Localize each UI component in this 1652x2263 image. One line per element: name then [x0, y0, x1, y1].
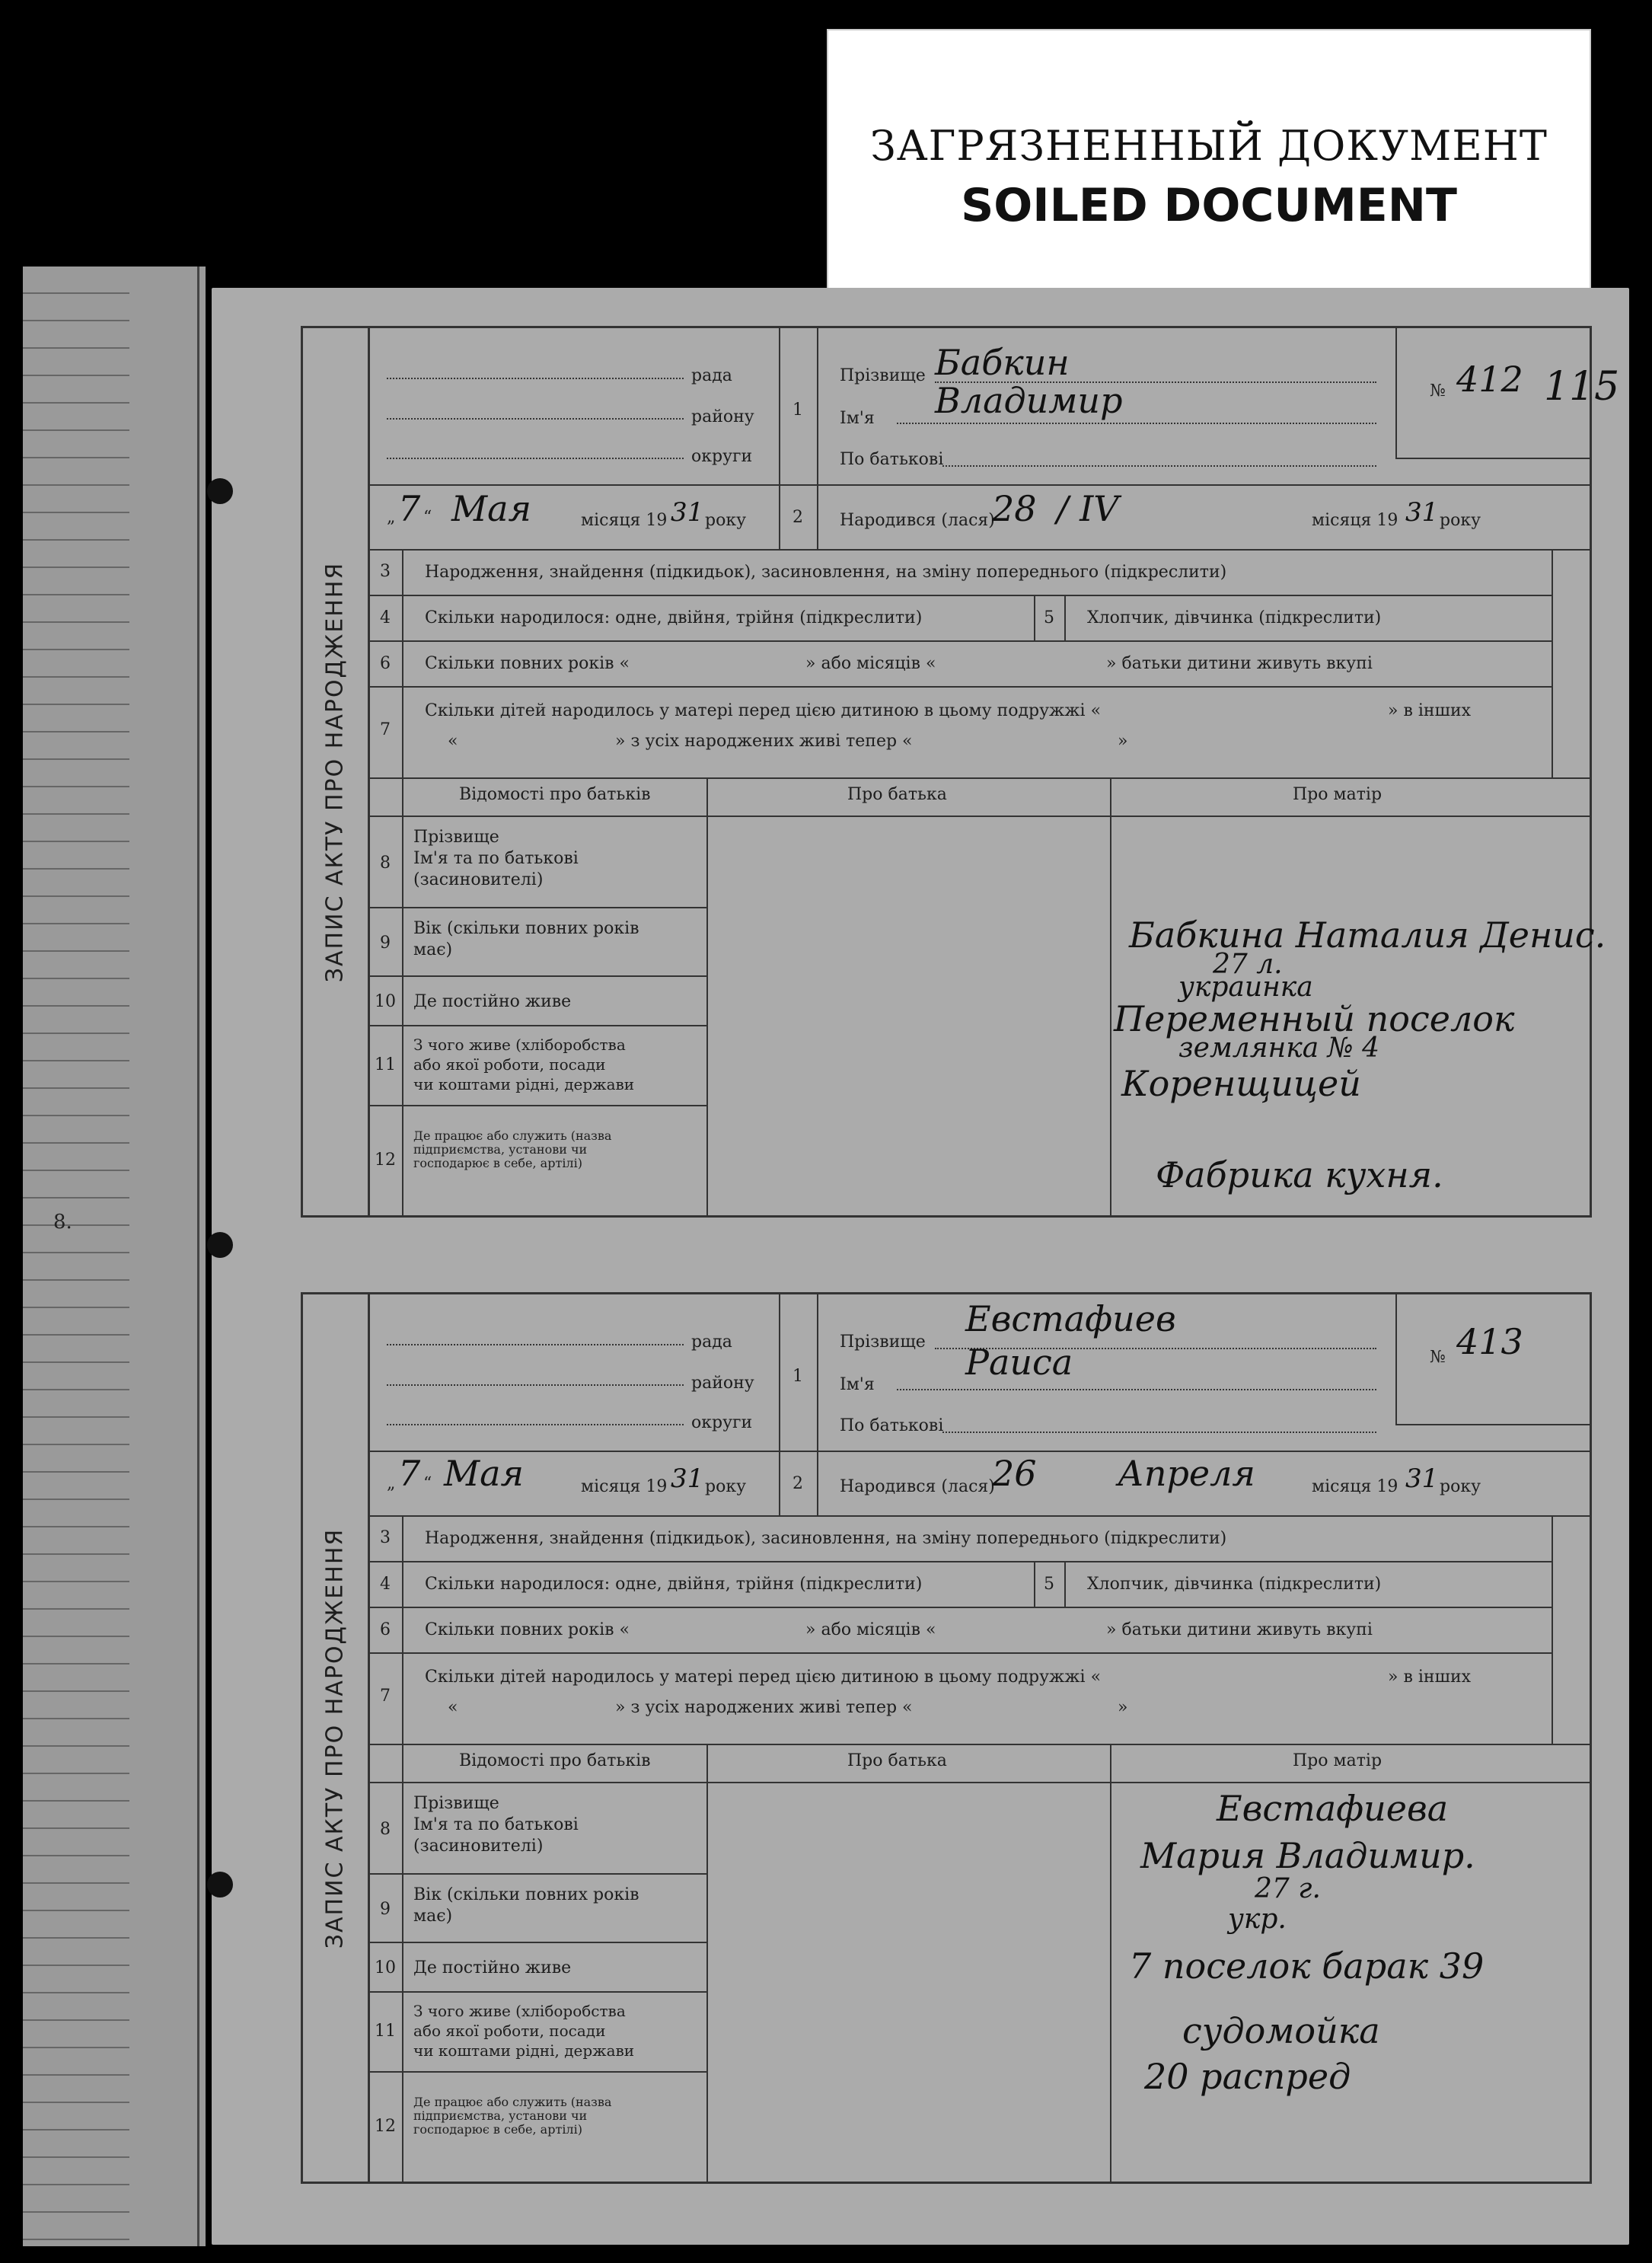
- mother-address: 7 поселок барак 39: [1129, 1945, 1485, 1987]
- child-name: Владимир: [935, 380, 1123, 421]
- mother-livelihood: Коренщицей: [1121, 1063, 1361, 1104]
- left-page-border: [197, 267, 199, 2246]
- left-page-mark: 8.: [53, 1211, 72, 1234]
- birth-record-1: ЗАПИС АКТУ ПРО НАРОДЖЕННЯ рада району округи 1 Прізвище Бабкин Ім'я Владимир По батькові № 412 „ 7 “ Мая місяця 19 31 року 2 Народився (лася) 28 / IV місяця 19 31 року 3 Народження, знайдення (підкидьок), засиновлення, на зміну попереднього (підкреслити) 4 Скільки народилося: одне, двійня, трійня (підкреслити) 5 Хлопчик, дівчинка (підкреслити) 6 Скільки повних років « » або місяців « » батьки дитини живуть вкупі 7 Скільки дітей народилось у матері перед цією дитиною в цьому подружжі « » в інших « » з усіх народжених живі тепер « » Відомості про батьків Про батька Про матір 8 Прізвище Ім'я та по батькові (засиновителі) 9 Вік (скільки повних років має) 10 Де постійно живе 11 З чого живе (хліборобства або якої роботи, посади чи коштами рідні, держави 12 Де працює або служить (назва підприємства, установи чи господарює в себе, артілі) Бабкина Наталия Денис. 27 л. украинка Переменный поселок землянка № 4 Коренщицей Фабрика кухня.: [301, 326, 1592, 1218]
- born-day: 28: [992, 488, 1037, 529]
- header-info: Відомості про батьків: [459, 785, 651, 804]
- number-label: №: [1430, 381, 1446, 401]
- record-day: 7: [398, 488, 421, 529]
- header-father: Про батька: [847, 785, 947, 804]
- born-label: Народився (лася): [840, 511, 995, 530]
- surname-label: Прізвище: [840, 366, 926, 385]
- row-9-label: Вік (скільки повних років має): [413, 919, 639, 959]
- mother-age: 27 л.: [1213, 949, 1283, 980]
- mother-nationality: укр.: [1228, 1904, 1287, 1935]
- rada-label: рада: [691, 366, 732, 385]
- question-4: Скільки народилося: одне, двійня, трійня (підкреслити): [425, 608, 923, 627]
- record-side-title: ЗАПИС АКТУ ПРО НАРОДЖЕННЯ: [303, 328, 370, 1215]
- stamp-en: SOILED DOCUMENT: [961, 179, 1457, 232]
- raion-label: району: [691, 407, 754, 426]
- birth-record-2: ЗАПИС АКТУ ПРО НАРОДЖЕННЯ рада району округи 1 Прізвище Евстафиев Ім'я Раиса По батькові № 413 „ 7 “ Мая місяця 19 31 року 2 Народився (лася) 26 Апреля місяця 19 31 року 3 Народження, знайдення (підкидьок), засиновлення, на зміну попереднього (підкреслити) 4 Скільки народилося: одне, двійня, трійня (підкреслити) 5 Хлопчик, дівчинка (підкреслити) 6 Скільки повних років « » або місяців « » батьки дитини живуть вкупі 7 Скільки дітей народилось у матері перед цією дитиною в цьому подружжі « » в інших « » з усіх народжених живі тепер « » Відомості про батьків Про батька Про матір 8 Прізвище Ім'я та по батькові (засиновителі) 9 Вік (скільки повних років має) 10 Де постійно живе 11 З чого живе (хліборобства або якої роботи, посади чи коштами рідні, держави 12 Де працює або служить (назва підприємства, установи чи господарює в себе, артілі) Евстафиева Мария Владимир. 27 г. укр. 7 поселок барак 39 судомойка 20 распред: [301, 1292, 1592, 2184]
- mother-livelihood: судомойка: [1182, 2010, 1380, 2051]
- mother-name: Бабкина Наталия Денис.: [1129, 914, 1606, 956]
- born-year: 31: [1405, 497, 1439, 528]
- row-12-label: Де працює або служить (назва підприємства, установи чи господарює в себе, артілі): [413, 1128, 612, 1170]
- mother-work: 20 распред: [1144, 2056, 1351, 2097]
- record-month: Мая: [451, 488, 531, 529]
- binding-hole: [207, 478, 233, 504]
- record-number: 413: [1456, 1321, 1523, 1362]
- stamp-ru: ЗАГРЯЗНЕННЫЙ ДОКУМЕНТ: [870, 122, 1548, 170]
- header-mother: Про матір: [1293, 785, 1383, 804]
- mother-address: Переменный поселок: [1114, 998, 1515, 1039]
- binding-hole: [207, 1232, 233, 1258]
- child-name: Раиса: [965, 1342, 1073, 1383]
- patronymic-label: По батькові: [840, 450, 944, 469]
- row-8-label: Прізвище Ім'я та по батькові (засиновителі): [413, 828, 579, 889]
- mother-nationality: украинка: [1178, 972, 1313, 1003]
- record-number: 412: [1456, 359, 1523, 400]
- mother-name: Евстафиева: [1217, 1788, 1449, 1829]
- mother-age: 27 г.: [1255, 1873, 1321, 1904]
- child-surname: Евстафиев: [965, 1298, 1176, 1339]
- corner-mark: 115: [1544, 364, 1620, 410]
- record-side-title: ЗАПИС АКТУ ПРО НАРОДЖЕННЯ: [303, 1294, 370, 2182]
- record-year: 31: [671, 497, 704, 528]
- mother-work: Фабрика кухня.: [1156, 1154, 1443, 1195]
- okrug-label: округи: [691, 447, 753, 466]
- question-5: Хлопчик, дівчинка (підкреслити): [1087, 608, 1382, 627]
- left-page-edge: [23, 267, 206, 2246]
- mother-name-2: Мария Владимир.: [1140, 1835, 1475, 1876]
- question-3: Народження, знайдення (підкидьок), засиновлення, на зміну попереднього (підкреслити): [425, 563, 1227, 582]
- child-surname: Бабкин: [935, 342, 1070, 383]
- name-label: Ім'я: [840, 409, 875, 428]
- soiled-document-stamp: [828, 30, 1590, 289]
- left-page-lines: [23, 267, 129, 2246]
- row-10-label: Де постійно живе: [413, 992, 572, 1011]
- mother-address-2: землянка № 4: [1178, 1033, 1380, 1064]
- binding-hole: [207, 1872, 233, 1898]
- born-month: / IV: [1057, 488, 1119, 529]
- row-11-label: З чого живе (хліборобства або якої роботи, посади чи коштами рідні, держави: [413, 1036, 635, 1093]
